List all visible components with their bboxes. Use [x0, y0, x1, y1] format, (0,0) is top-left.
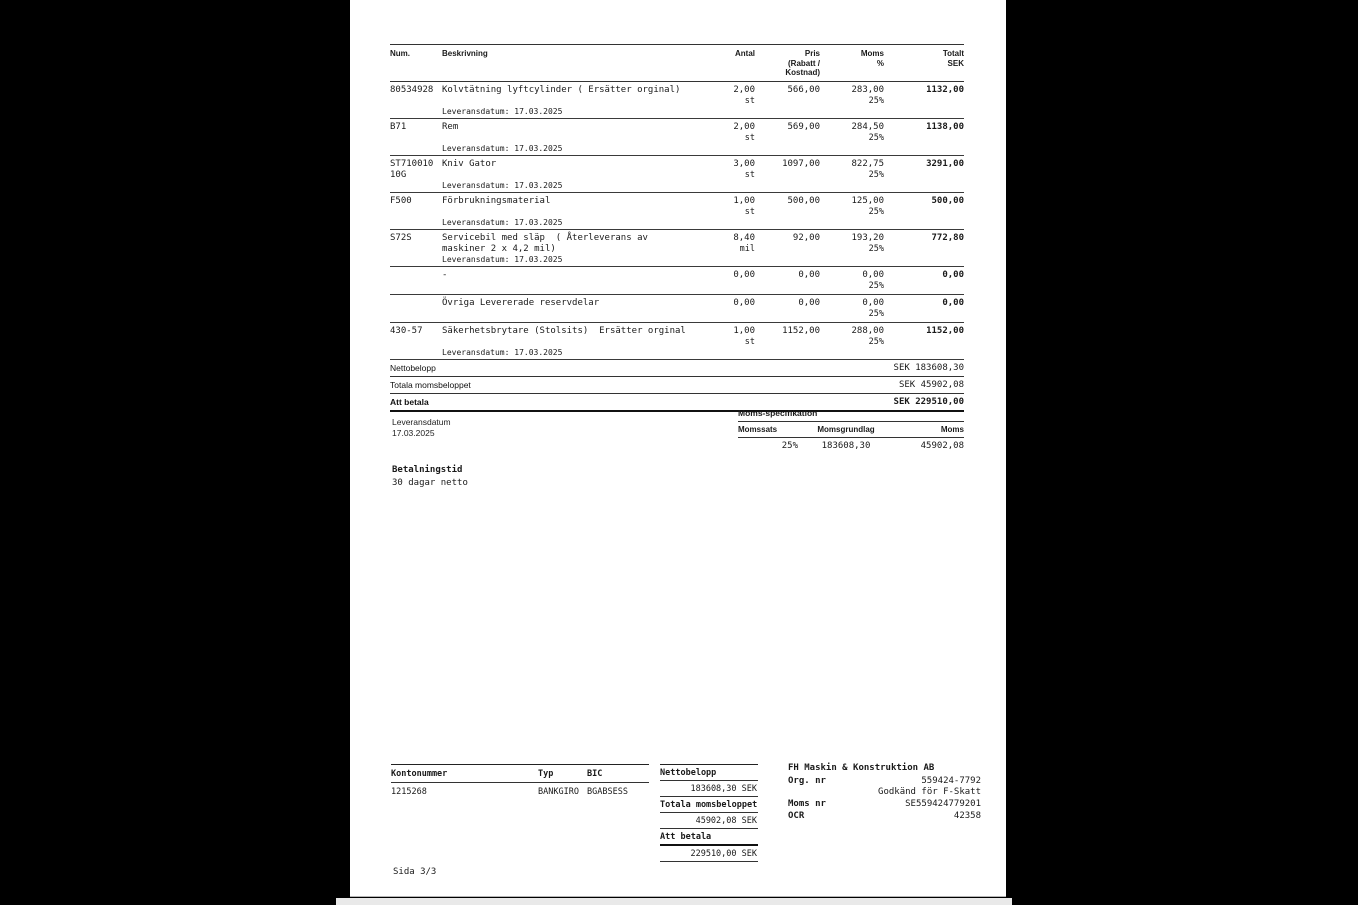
item-price: 1152,00	[782, 325, 820, 336]
item-delivery-date: Leveransdatum: 17.03.2025	[442, 143, 563, 153]
item-total: 0,00	[942, 269, 964, 280]
footer-net-label: Nettobelopp	[660, 765, 758, 781]
item-delivery-date: Leveransdatum: 17.03.2025	[442, 217, 563, 227]
item-quantity: 1,00 st	[733, 195, 755, 217]
invoice-page	[350, 0, 1006, 897]
payment-terms-value: 30 dagar netto	[392, 478, 468, 488]
item-vat: 284,50 25%	[851, 121, 884, 143]
bic-value: BGABSESS	[587, 787, 628, 797]
item-price: 0,00	[798, 269, 820, 280]
item-delivery-date: Leveransdatum: 17.03.2025	[442, 347, 563, 357]
ocr-row	[788, 811, 981, 822]
item-vat: 288,00 25%	[851, 325, 884, 347]
delivery-date-block	[392, 417, 451, 439]
bic-header: BIC	[587, 769, 603, 779]
item-description: Servicebil med släp ( Återleverans av maskiner 2 x 4,2 mil)	[442, 232, 654, 254]
org-number-value: 559424-7792	[921, 776, 981, 786]
item-price: 0,00	[798, 297, 820, 308]
col-header-total: Totalt SEK	[942, 49, 964, 68]
item-delivery-date: Leveransdatum: 17.03.2025	[442, 254, 563, 264]
page-number: Sida 3/3	[393, 867, 437, 877]
ocr-label: OCR	[788, 811, 805, 821]
vat-spec-row	[738, 438, 964, 454]
item-description: Kolvtätning lyftcylinder ( Ersätter orginal)	[442, 84, 681, 95]
items-table	[390, 44, 964, 412]
item-total: 1152,00	[926, 325, 964, 336]
payment-terms-label: Betalningstid	[392, 465, 463, 475]
table-row	[390, 230, 964, 267]
vat-amount-value: 45902,08	[920, 441, 964, 451]
vat-base-header: Momsgrundlag	[817, 425, 875, 434]
amount-due-value: SEK 229510,00	[893, 396, 964, 407]
item-description: Kniv Gator	[442, 158, 497, 169]
item-description: Säkerhetsbrytare (Stolsits) Ersätter orginal	[442, 325, 686, 336]
item-description: -	[442, 269, 448, 280]
net-amount-label: Nettobelopp	[390, 362, 436, 373]
net-amount-value: SEK 183608,30	[893, 362, 964, 373]
account-type-value: BANKGIRO	[538, 787, 579, 797]
item-total: 1132,00	[926, 84, 964, 95]
item-price: 500,00	[787, 195, 820, 206]
table-row	[390, 119, 964, 156]
item-delivery-date: Leveransdatum: 17.03.2025	[442, 180, 563, 190]
item-number: S72S	[390, 232, 412, 243]
vat-rate-header: Momssats	[738, 425, 778, 434]
item-vat: 193,20 25%	[851, 232, 884, 254]
vat-amount-header: Moms	[940, 425, 964, 434]
item-quantity: 2,00 st	[733, 121, 755, 143]
item-quantity: 0,00	[733, 269, 755, 280]
amount-due-label: Att betala	[390, 396, 429, 407]
item-vat: 0,00 25%	[862, 269, 884, 291]
account-number-value: 1215268	[391, 787, 427, 797]
item-quantity: 8,40 mil	[733, 232, 755, 254]
table-row	[390, 193, 964, 230]
vat-specification-table	[738, 408, 964, 454]
items-table-header	[390, 44, 964, 82]
col-header-num: Num.	[390, 49, 410, 58]
account-number-header: Kontonummer	[391, 769, 448, 779]
item-description: Förbrukningsmaterial	[442, 195, 551, 206]
item-price: 569,00	[787, 121, 820, 132]
vat-rate-value: 25%	[781, 441, 798, 451]
delivery-date-label: Leveransdatum	[392, 417, 451, 427]
item-number	[390, 270, 442, 292]
footer-due-value: 229510,00 SEK	[660, 846, 758, 862]
item-quantity: 1,00 st	[733, 325, 755, 347]
item-number: 80534928	[390, 84, 434, 95]
item-number	[390, 298, 442, 320]
table-row	[390, 82, 964, 119]
item-vat: 283,00 25%	[851, 84, 884, 106]
footer-vat-value: 45902,08 SEK	[660, 813, 758, 829]
vat-total-value: SEK 45902,08	[898, 379, 964, 390]
vat-spec-title: Moms-specifikation	[738, 408, 964, 422]
f-skatt-note: Godkänd för F-Skatt	[878, 787, 981, 797]
item-total: 3291,00	[926, 158, 964, 169]
footer-vat-label: Totala momsbeloppet	[660, 797, 758, 813]
ocr-value: 42358	[953, 811, 981, 821]
table-row	[390, 267, 964, 295]
item-delivery-date: Leveransdatum: 17.03.2025	[442, 106, 563, 116]
item-number: B71	[390, 121, 407, 132]
org-number-label: Org. nr	[788, 776, 826, 786]
bank-details-table	[391, 764, 649, 801]
company-name: FH Maskin & Konstruktion AB	[788, 763, 935, 773]
table-row	[390, 323, 964, 360]
bank-details-row	[391, 783, 649, 801]
table-row	[390, 295, 964, 323]
item-quantity: 0,00	[733, 297, 755, 308]
vat-total-row	[390, 377, 964, 394]
vat-number-label: Moms nr	[788, 799, 826, 809]
item-total: 500,00	[931, 195, 964, 206]
item-number: F500	[390, 195, 412, 206]
item-vat: 822,75 25%	[851, 158, 884, 180]
vat-spec-header	[738, 422, 964, 438]
vat-number-value: SE559424779201	[905, 799, 981, 809]
item-description: Övriga Levererade reservdelar	[442, 297, 600, 308]
item-quantity: 2,00 st	[733, 84, 755, 106]
payment-terms-block	[392, 464, 468, 490]
vat-base-value: 183608,30	[821, 441, 871, 451]
vat-number-row	[788, 799, 981, 810]
net-amount-row	[390, 360, 964, 377]
item-vat: 0,00 25%	[862, 297, 884, 319]
bank-details-header	[391, 765, 649, 783]
viewer-bottom-bar	[336, 898, 1012, 905]
col-header-vat: Moms %	[860, 49, 884, 68]
item-price: 1097,00	[782, 158, 820, 169]
org-number-row	[788, 776, 981, 787]
item-quantity: 3,00 st	[733, 158, 755, 180]
col-header-price: Pris (Rabatt / Kostnad)	[785, 49, 820, 77]
footer-summary-table	[660, 764, 758, 862]
item-number: ST71001010G	[390, 158, 434, 180]
vat-total-label: Totala momsbeloppet	[390, 379, 471, 390]
account-type-header: Typ	[538, 769, 554, 779]
col-header-quantity: Antal	[735, 49, 755, 58]
item-total: 1138,00	[926, 121, 964, 132]
item-price: 92,00	[792, 232, 820, 243]
table-row	[390, 156, 964, 193]
col-header-description: Beskrivning	[442, 49, 488, 58]
delivery-date-value: 17.03.2025	[392, 428, 435, 438]
item-total: 0,00	[942, 297, 964, 308]
footer-due-label: Att betala	[660, 829, 758, 846]
company-info-block	[788, 763, 981, 822]
item-price: 566,00	[787, 84, 820, 95]
item-vat: 125,00 25%	[851, 195, 884, 217]
item-total: 772,80	[931, 232, 964, 243]
item-number: 430-57	[390, 325, 423, 336]
item-description: Rem	[442, 121, 459, 132]
footer-net-value: 183608,30 SEK	[660, 781, 758, 797]
